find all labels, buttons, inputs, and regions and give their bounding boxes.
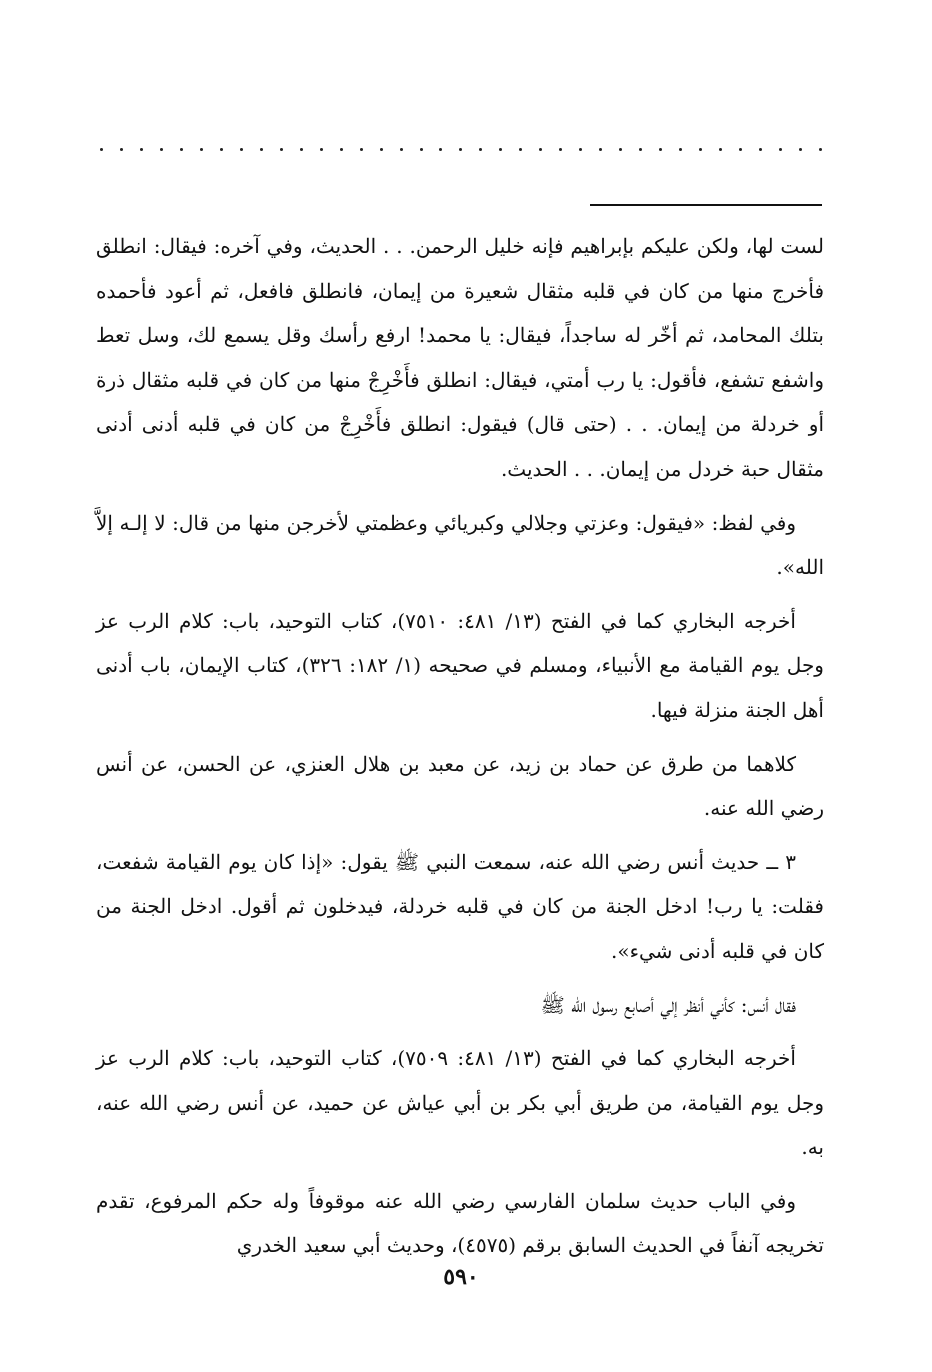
page-number: ٥٩٠ xyxy=(443,1264,479,1290)
separator-dot xyxy=(799,148,802,151)
separator-dot xyxy=(619,148,622,151)
separator-dot xyxy=(539,148,542,151)
separator-dot xyxy=(140,148,143,151)
dotted-separator xyxy=(100,142,822,156)
separator-dot xyxy=(659,148,662,151)
separator-dot xyxy=(579,148,582,151)
separator-dot xyxy=(459,148,462,151)
separator-dot xyxy=(759,148,762,151)
paragraph: أخرجه البخاري كما في الفتح (١٣/ ٤٨١: ٧٥٠٩)، كتاب التوحيد، باب: كلام الرب عز وجل يوم القيامة، من طريق أبي بكر بن أبي عياش عن حميد، عن أنس رضي الله عنه، به. xyxy=(96,1046,824,1160)
separator-dot xyxy=(260,148,263,151)
separator-dot xyxy=(320,148,323,151)
separator-dot xyxy=(360,148,363,151)
separator-dot xyxy=(479,148,482,151)
separator-dot xyxy=(420,148,423,151)
paragraph: وفي الباب حديث سلمان الفارسي رضي الله عنه موقوفاً وله حكم المرفوع، تقدم تخريجه آنفاً في الحديث السابق برقم (٤٥٧٥)، وحديث أبي سعيد الخدري xyxy=(96,1188,824,1258)
separator-dot xyxy=(819,148,822,151)
paragraph: أخرجه البخاري كما في الفتح (١٣/ ٤٨١: ٧٥١٠)، كتاب التوحيد، باب: كلام الرب عز وجل يوم القيامة مع الأنبياء، ومسلم في صحيحه (١/ ١٨٢: ٣٢٦)، كتاب الإيمان، باب أدنى أهل الجنة منزلة فيها. xyxy=(96,608,824,722)
separator-dot xyxy=(300,148,303,151)
separator-dot xyxy=(439,148,442,151)
separator-dot xyxy=(220,148,223,151)
separator-dot xyxy=(180,148,183,151)
separator-dot xyxy=(499,148,502,151)
separator-dot xyxy=(280,148,283,151)
separator-dot xyxy=(699,148,702,151)
separator-dot xyxy=(340,148,343,151)
separator-dot xyxy=(679,148,682,151)
separator-dot xyxy=(400,148,403,151)
separator-dot xyxy=(639,148,642,151)
separator-dot xyxy=(599,148,602,151)
separator-dot xyxy=(120,148,123,151)
separator-dot xyxy=(779,148,782,151)
paragraph: وفي لفظ: «فيقول: وعزتي وجلالي وكبريائي وعظمتي لأخرجن منها من قال: لا إلـه إلاَّ الله». xyxy=(96,510,824,580)
separator-dot xyxy=(559,148,562,151)
separator-dot xyxy=(100,148,103,151)
separator-dot xyxy=(739,148,742,151)
paragraph: فقال أنس: كأني أنظر إلي أصابع رسول الله ﷺ xyxy=(540,992,796,1017)
paragraph: لست لها، ولكن عليكم بإبراهيم فإنه خليل الرحمن. . . الحديث، وفي آخره: فيقال: انطلق فأخرج منها من كان في قلبه مثقال شعيرة من إيمان، فانطلق فافعل، ثم أعود فأحمده بتلك المحامد، ثم أخّر له ساجداً، فيقال: يا محمد! ارفع رأسك وقل يسمع لك، وسل تعط واشفع تشفع، فأقول: يا رب أمتي، فيقال: انطلق فأَخْرِجْ منها من كان في قلبه مثقال ذرة أو خردلة من إيمان. . . (حتى قال) فيقول: انطلق فأَخْرِجْ من كان في قلبه أدنى أدنى مثقال حبة خردل من إيمان. . . الحديث. xyxy=(96,234,825,481)
paragraph: كلاهما من طرق عن حماد بن زيد، عن معبد بن هلال العنزي، عن الحسن، عن أنس رضي الله عنه. xyxy=(96,751,824,821)
paragraph: ٣ ــ حديث أنس رضي الله عنه، سمعت النبي ﷺ يقول: «إذا كان يوم القيامة شفعت، فقلت: يا رب! ادخل الجنة من كان في قلبه خردلة، فيدخلون ثم أقول. ادخل الجنة من كان في قلبه أدنى شيء». xyxy=(96,849,824,963)
footnote-text xyxy=(96,224,824,1277)
separator-dot xyxy=(380,148,383,151)
footnote-rule xyxy=(590,204,822,206)
separator-dot xyxy=(240,148,243,151)
separator-dot xyxy=(160,148,163,151)
separator-dot xyxy=(719,148,722,151)
separator-dot xyxy=(200,148,203,151)
separator-dot xyxy=(519,148,522,151)
